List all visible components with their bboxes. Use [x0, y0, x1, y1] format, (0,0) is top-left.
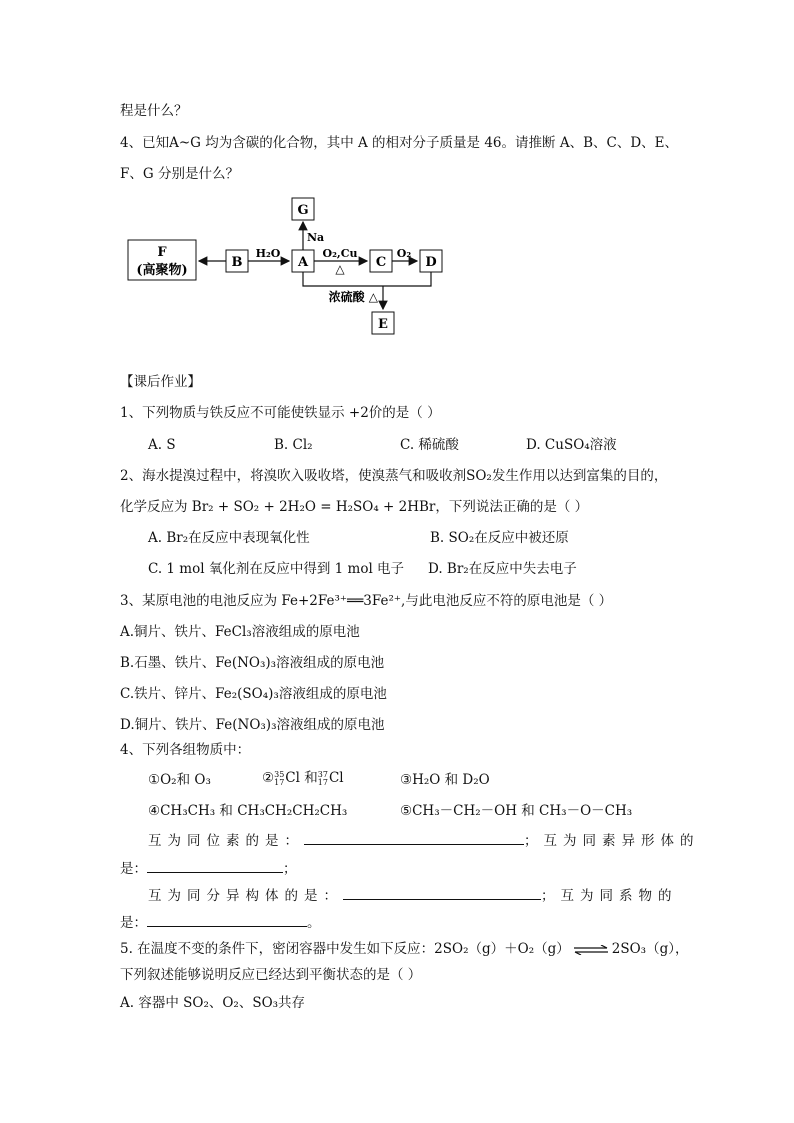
label-d: D [425, 255, 437, 270]
q4-group-2-num: ② [262, 770, 275, 786]
q2-line1: 2、海水提溴过程中，将溴吹入吸收塔，使溴蒸气和吸收剂SO₂发生作用以达到富集的目的， [120, 468, 668, 484]
q4-group-5: ⑤CH₃－CH₂－OH 和 CH₃－O－CH₃ [400, 803, 633, 819]
q5-option-a: A. 容器中 SO₂、O₂、SO₃共存 [120, 995, 306, 1011]
allotrope-prompt-end: 是： [120, 861, 147, 877]
label-na: Na [307, 231, 325, 244]
label-g: G [297, 203, 309, 218]
label-conc: 浓硫酸 △ [328, 290, 378, 304]
isomer-answer-blank[interactable] [343, 885, 541, 900]
isotope-35-notation: 35 17 [274, 769, 285, 787]
q5-line2: 下列叙述能够说明反应已经达到平衡状态的是（ ） [120, 967, 422, 983]
homolog-answer-blank[interactable] [147, 912, 307, 927]
q4-fill-line1 [148, 830, 700, 850]
label-o2cu: O₂,Cu [322, 247, 358, 260]
line-a-down [303, 272, 431, 286]
q4-group-2 [262, 769, 344, 787]
q4-fill-line3 [148, 885, 678, 905]
isomer-prompt: 互为同分异构体的是： [148, 888, 343, 904]
q4-group-2-end: Cl [328, 770, 344, 786]
q3-option-a: A.铜片、铁片、FeCl₃溶液组成的原电池 [120, 624, 360, 640]
intro-tail: 程是什么？ [120, 103, 188, 119]
isotope-37-notation: 37 17 [317, 769, 328, 787]
q4-stem: 4、下列各组物质中： [120, 742, 251, 758]
label-h2o: H₂O [255, 247, 281, 260]
q2-option-b: B. SO₂在反应中被还原 [430, 530, 569, 546]
q4-pre-line2: F、G 分别是什么？ [120, 166, 239, 182]
label-a: A [297, 255, 309, 270]
isotope-prompt: 互为同位素的是： [148, 833, 304, 849]
label-c: C [375, 255, 387, 270]
label-f: F [157, 245, 167, 260]
homolog-prompt-end: 是： [120, 915, 147, 931]
q4-group-1: ①O₂和 O₃ [148, 772, 211, 788]
q4-pre-line1: 4、已知A~G 均为含碳的化合物，其中 A 的相对分子质量是 46。请推断 A、B、C、D、E、 [120, 135, 678, 151]
equilibrium-arrow-icon [572, 945, 610, 955]
q4-group-4: ④CH₃CH₃ 和 CH₃CH₂CH₂CH₃ [148, 803, 348, 819]
allotrope-answer-blank[interactable] [147, 858, 283, 873]
q1-option-d: D. CuSO₄溶液 [526, 437, 617, 453]
isotope-answer-blank[interactable] [304, 830, 524, 845]
q4-fill-line4: 是： 。 [120, 912, 321, 932]
label-b: B [231, 255, 243, 270]
q3-option-b: B.石墨、铁片、Fe(NO₃)₃溶液组成的原电池 [120, 655, 385, 671]
q4-group-3: ③H₂O 和 D₂O [400, 772, 490, 788]
q1-option-b: B. Cl₂ [274, 437, 313, 453]
q4-group-2-mid: Cl 和 [285, 770, 318, 786]
q5-line1: 5. 在温度不变的条件下，密闭容器中发生如下反应：2SO₂（g）＋O₂（g） 2SO₃（g）， [120, 941, 689, 957]
homolog-prompt: ；互为同系物的 [541, 888, 678, 904]
reaction-diagram [120, 190, 460, 340]
label-heat: △ [335, 262, 345, 276]
section-title: 【课后作业】 [120, 374, 201, 390]
q4-fill-line2: 是： ； [120, 858, 297, 878]
q3-option-c: C.铁片、锌片、Fe₂(SO₄)₃溶液组成的原电池 [120, 686, 387, 702]
allotrope-prompt: ；互为同素异形体的 [524, 833, 700, 849]
q1-option-a: A. S [148, 437, 176, 453]
label-o2: O₂ [396, 247, 412, 260]
q2-line2: 化学反应为 Br₂ + SO₂ + 2H₂O = H₂SO₄ + 2HBr，下列说法正确的是（ ） [120, 499, 589, 515]
q1-stem: 1、下列物质与铁反应不可能使铁显示 +2价的是（ ） [120, 405, 441, 421]
q1-option-c: C. 稀硫酸 [400, 437, 459, 453]
q2-option-c: C. 1 mol 氧化剂在反应中得到 1 mol 电子 [148, 561, 405, 577]
q2-option-d: D. Br₂在反应中失去电子 [428, 561, 577, 577]
label-e: E [378, 317, 388, 332]
label-f-sub: (高聚物) [136, 263, 188, 278]
q3-stem: 3、某原电池的电池反应为 Fe+2Fe³⁺══3Fe²⁺,与此电池反应不符的原电池是（ ） [120, 593, 613, 609]
q2-option-a: A. Br₂在反应中表现氧化性 [148, 530, 310, 546]
q3-option-d: D.铜片、铁片、Fe(NO₃)₃溶液组成的原电池 [120, 717, 385, 733]
